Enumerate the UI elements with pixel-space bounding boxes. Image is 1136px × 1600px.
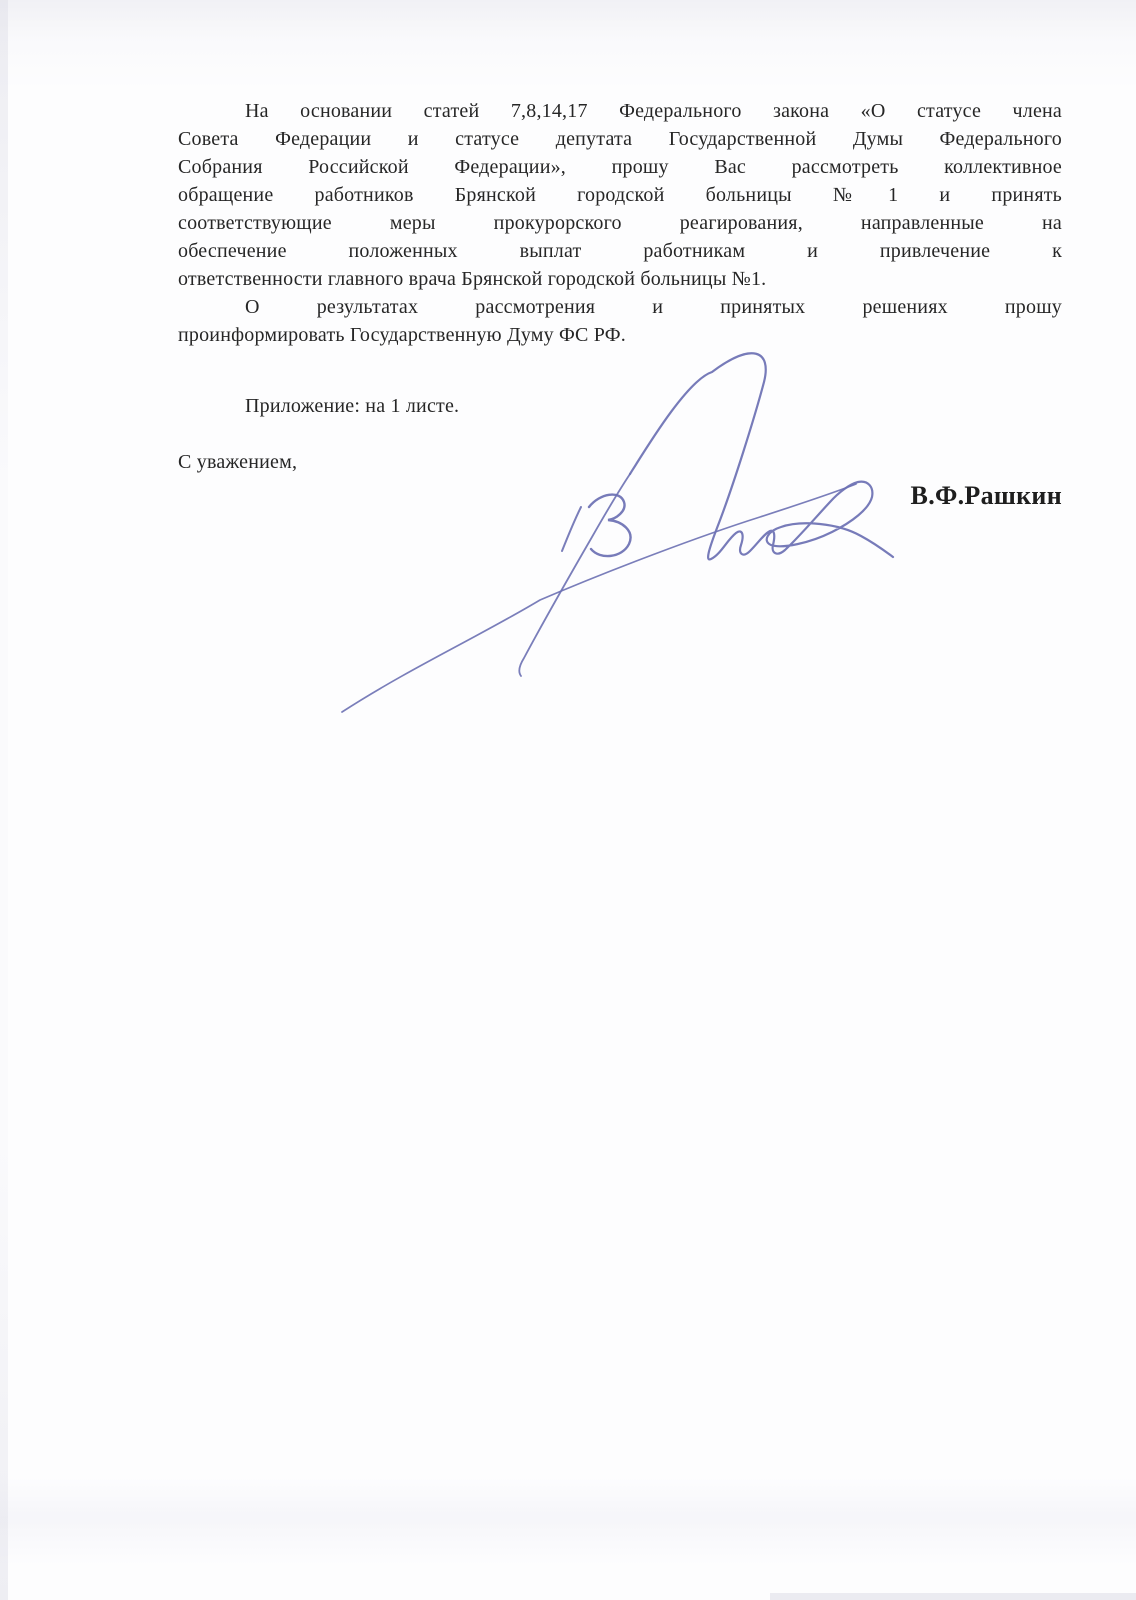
closing-line: С уважением, — [178, 451, 298, 473]
paragraph — [178, 97, 1062, 293]
text-line: Совета Федерации и статусе депутата Государственной Думы Федерального — [178, 128, 1062, 150]
text-line: ответственности главного врача Брянской городской больницы №1. — [178, 268, 767, 290]
text-line: На основании статей 7,8,14,17 Федерального закона «О статусе члена — [245, 100, 1062, 122]
text-line: соответствующие меры прокурорского реагирования, направленные на — [178, 212, 1062, 234]
signature-letter-z-stroke — [589, 495, 631, 557]
text-line: О результатах рассмотрения и принятых решениях прошу — [245, 296, 1062, 318]
scan-shading-left-edge — [0, 0, 8, 1600]
signer-name: В.Ф.Рашкин — [910, 481, 1062, 510]
signature-underline-stroke — [342, 484, 856, 712]
scan-shading-bottom — [0, 1478, 1136, 1566]
handwritten-signature — [330, 350, 902, 722]
text-line: обеспечение положенных выплат работникам и привлечение к — [178, 240, 1062, 262]
text-line: Собрания Российской Федерации», прошу Вас рассмотреть коллективное — [178, 156, 1062, 178]
paragraph — [178, 293, 1062, 349]
scan-shading-top — [0, 0, 1136, 95]
text-line: обращение работников Брянской городской больницы №1 и принять — [178, 184, 1062, 206]
signature-main-stroke — [630, 353, 893, 559]
attachment-line: Приложение: на 1 листе. — [245, 395, 460, 417]
text-line: проинформировать Государственную Думу ФС РФ. — [178, 324, 626, 346]
signature-descender-stroke — [519, 474, 630, 676]
scan-artifact-bottom-bar — [770, 1593, 1136, 1600]
letter-paragraphs — [178, 97, 1062, 349]
signature-lead-dash-stroke — [562, 507, 581, 551]
